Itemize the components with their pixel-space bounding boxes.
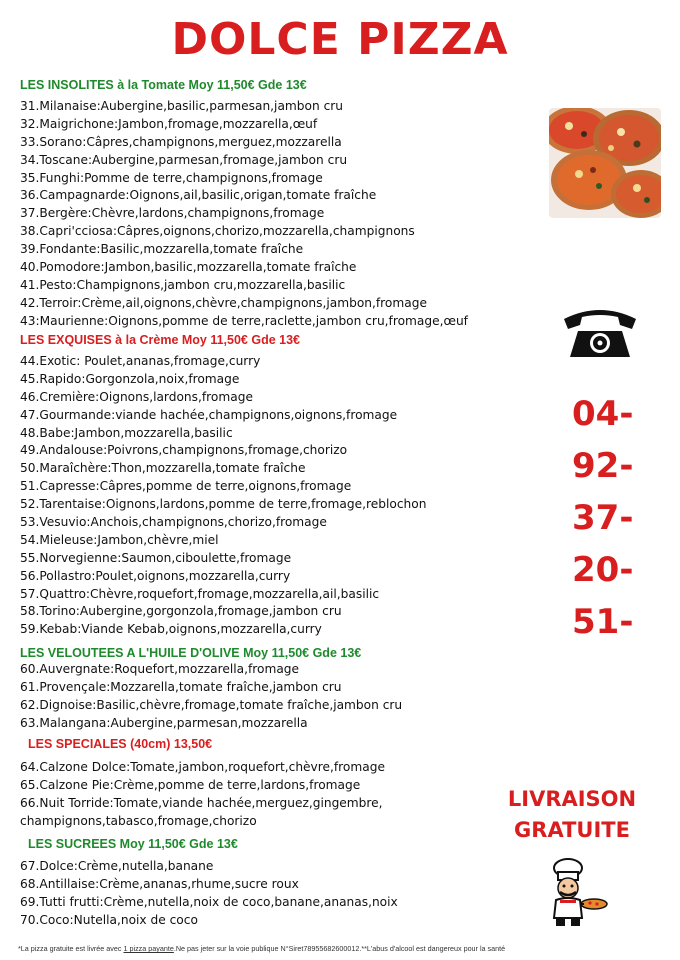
footnote-text: *La pizza gratuite est livrée avec	[18, 944, 124, 953]
list-item: 43:Maurienne:Oignons,pomme de terre,raclette,jambon cru,fromage,œuf	[20, 313, 468, 328]
list-item: 38.Capri'cciosa:Câpres,oignons,chorizo,mozzarella,champignons	[20, 224, 415, 239]
list-item: 49.Andalouse:Poivrons,champignons,fromage,chorizo	[20, 443, 348, 458]
list-veloutees	[20, 661, 402, 733]
footnote-underlined: 1 pizza payante	[123, 944, 174, 953]
list-item: 54.Mieleuse:Jambon,chèvre,miel	[20, 532, 219, 547]
list-item: 34.Toscane:Aubergine,parmesan,fromage,jambon cru	[20, 152, 348, 167]
phone-part: 37-	[572, 498, 634, 538]
footnote-text: .Ne pas jeter sur la voie publique N°Siret78955682600012.**L'abus d'alcool est dangereux pour la santé	[173, 944, 506, 953]
list-item: 37.Bergère:Chèvre,lardons,champignons,fromage	[20, 206, 325, 221]
list-item: 64.Calzone Dolce:Tomate,jambon,roquefort,chèvre,fromage	[20, 760, 385, 774]
list-item: 36.Campagnarde:Oignons,ail,basilic,origan,tomate fraîche	[20, 188, 377, 203]
list-item: 45.Rapido:Gorgonzola,noix,fromage	[20, 371, 240, 386]
free-delivery-banner	[492, 784, 652, 846]
footnote	[18, 944, 668, 953]
delivery-line: GRATUITE	[514, 818, 630, 842]
phone-part: 92-	[572, 446, 634, 486]
list-item: 48.Babe:Jambon,mozzarella,basilic	[20, 425, 233, 440]
list-item: 50.Maraîchère:Thon,mozzarella,tomate fraîche	[20, 461, 306, 476]
list-item: 51.Capresse:Câpres,pomme de terre,oignons,fromage	[20, 479, 352, 494]
list-speciales	[20, 759, 440, 831]
section-heading-insolites: LES INSOLITES à la Tomate Moy 11,50€ Gde 13€	[20, 78, 307, 92]
list-item: 47.Gourmande:viande hachée,champignons,oignons,fromage	[20, 407, 398, 422]
list-item: 60.Auvergnate:Roquefort,mozzarella,fromage	[20, 662, 300, 676]
list-item: 65.Calzone Pie:Crème,pomme de terre,lardons,fromage	[20, 777, 361, 792]
phone-part: 51-	[572, 602, 634, 642]
list-item: 62.Dignoise:Basilic,chèvre,fromage,tomate fraîche,jambon cru	[20, 697, 403, 712]
chef-icon	[544, 858, 608, 930]
list-item: 35.Funghi:Pomme de terre,champignons,fromage	[20, 170, 323, 185]
list-item: 32.Maigrichone:Jambon,fromage,mozzarella,œuf	[20, 116, 318, 131]
list-item: 59.Kebab:Viande Kebab,oignons,mozzarella,curry	[20, 622, 322, 637]
list-item: 70.Coco:Nutella,noix de coco	[20, 912, 198, 927]
delivery-line: LIVRAISON	[507, 787, 637, 811]
list-item: 57.Quattro:Chèvre,roquefort,fromage,mozzarella,ail,basilic	[20, 586, 380, 601]
list-item: 55.Norvegienne:Saumon,ciboulette,fromage	[20, 550, 292, 565]
list-item: 61.Provençale:Mozzarella,tomate fraîche,jambon cru	[20, 679, 342, 694]
list-insolites	[20, 98, 468, 331]
list-item: 31.Milanaise:Aubergine,basilic,parmesan,jambon cru	[20, 99, 344, 113]
list-item: 46.Cremière:Oignons,lardons,fromage	[20, 389, 253, 404]
telephone-icon	[560, 305, 640, 360]
list-item: 68.Antillaise:Crème,ananas,rhume,sucre roux	[20, 876, 299, 891]
list-item: 39.Fondante:Basilic,mozzarella,tomate fraîche	[20, 242, 304, 257]
list-item: 69.Tutti frutti:Crème,nutella,noix de coco,banane,ananas,noix	[20, 894, 398, 909]
pizza-photo	[549, 108, 661, 218]
list-sucrees	[20, 858, 398, 930]
list-item: 52.Tarentaise:Oignons,lardons,pomme de terre,fromage,reblochon	[20, 497, 427, 512]
list-item: 44.Exotic: Poulet,ananas,fromage,curry	[20, 354, 261, 368]
page-title: DOLCE PIZZA	[171, 14, 509, 65]
section-heading-exquises: LES EXQUISES à la Crème Moy 11,50€ Gde 13€	[20, 333, 300, 347]
list-exquises	[20, 353, 426, 639]
phone-part: 20-	[572, 550, 634, 590]
list-item: 66.Nuit Torride:Tomate,viande hachée,merguez,gingembre, champignons,tabasco,fromage,chorizo	[20, 795, 383, 828]
list-item: 58.Torino:Aubergine,gorgonzola,fromage,jambon cru	[20, 604, 342, 619]
phone-part: 04-	[572, 394, 634, 434]
list-item: 41.Pesto:Champignons,jambon cru,mozzarella,basilic	[20, 277, 346, 292]
section-heading-veloutees: LES VELOUTEES A L'HUILE D'OLIVE Moy 11,50€ Gde 13€	[20, 646, 362, 660]
phone-number[interactable]	[572, 388, 652, 648]
list-item: 33.Sorano:Câpres,champignons,merguez,mozzarella	[20, 134, 342, 149]
list-item: 63.Malangana:Aubergine,parmesan,mozzarella	[20, 715, 308, 730]
list-item: 56.Pollastro:Poulet,oignons,mozzarella,curry	[20, 568, 291, 583]
list-item: 67.Dolce:Crème,nutella,banane	[20, 859, 214, 873]
list-item: 40.Pomodore:Jambon,basilic,mozzarella,tomate fraîche	[20, 260, 357, 275]
list-item: 53.Vesuvio:Anchois,champignons,chorizo,fromage	[20, 515, 327, 530]
list-item: 42.Terroir:Crème,ail,oignons,chèvre,champignons,jambon,fromage	[20, 295, 427, 310]
section-heading-sucrees: LES SUCREES Moy 11,50€ Gde 13€	[28, 837, 238, 851]
section-heading-speciales: LES SPECIALES (40cm) 13,50€	[28, 737, 213, 751]
